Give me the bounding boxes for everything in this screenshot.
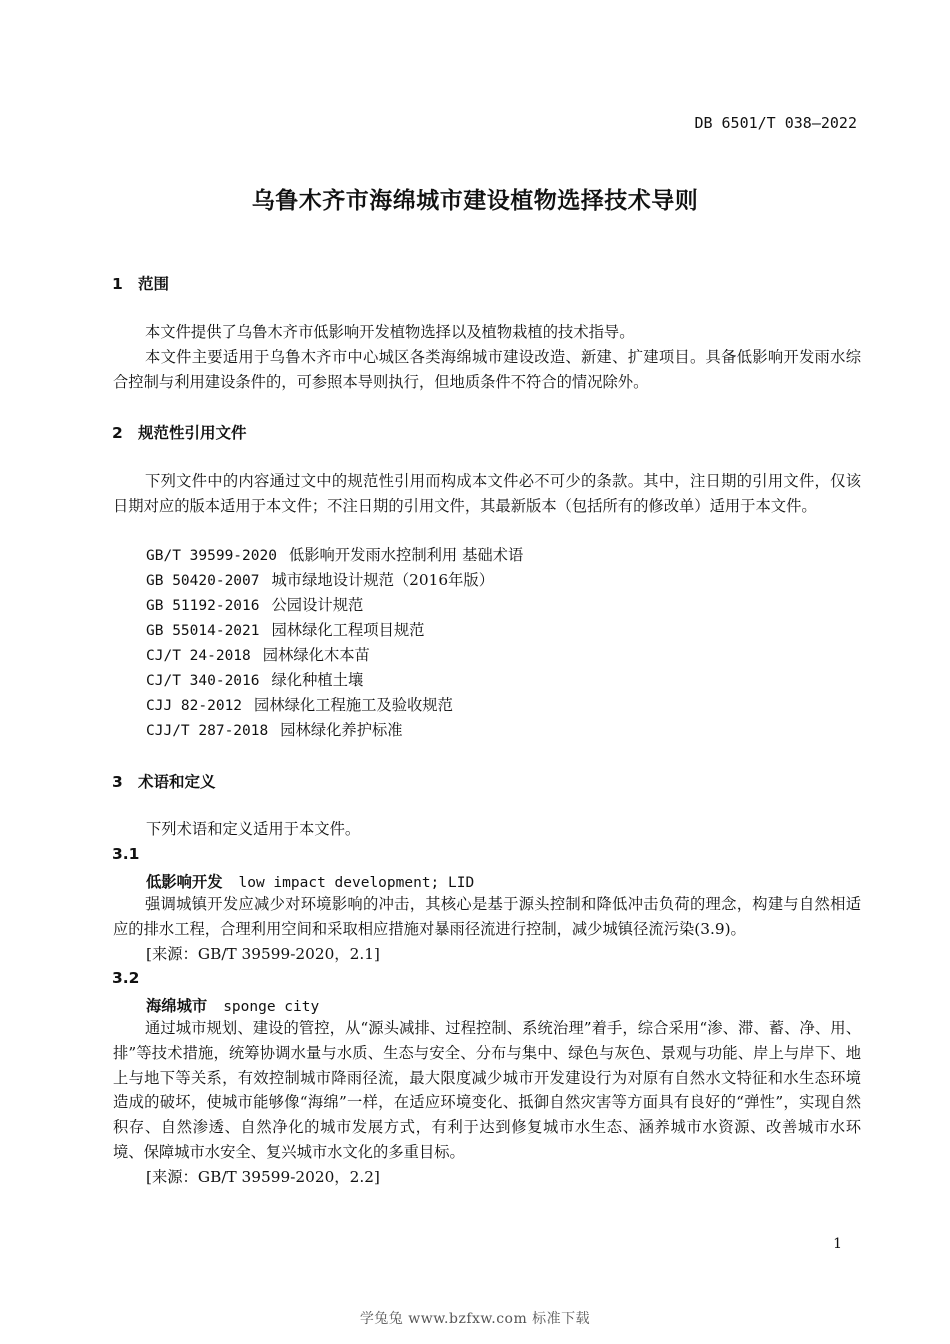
reference-item — [146, 568, 494, 594]
term-english: sponge city — [223, 999, 320, 1015]
section-1-heading — [112, 272, 169, 294]
footer-watermark: 学兔兔 www.bzfxw.com 标准下载 — [359, 1311, 591, 1327]
section-title: 范围 — [138, 275, 170, 293]
section-title: 术语和定义 — [138, 773, 216, 791]
term-number: 3.2 — [112, 969, 140, 987]
reference-item — [146, 718, 403, 744]
paragraph: 本文件主要适用于乌鲁木齐市中心城区各类海绵城市建设改造、新建、扩建项目。具备低影响开发雨水综合控制与利用建设条件的，可参照本导则执行，但地质条件不符合的情况除外。 — [113, 348, 861, 391]
paragraph: 下列文件中的内容通过文中的规范性引用而构成本文件必不可少的条款。其中，注日期的引用文件，仅该日期对应的版本适用于本文件；不注日期的引用文件，其最新版本（包括所有的修改单）适用于本文件。 — [113, 472, 861, 515]
term-number: 3.1 — [112, 845, 140, 863]
reference-code: CJ/T 340-2016 — [146, 673, 260, 689]
reference-code: GB 55014-2021 — [146, 623, 260, 639]
document-title: 乌鲁木齐市海绵城市建设植物选择技术导则 — [251, 188, 699, 214]
reference-code: CJJ/T 287-2018 — [146, 723, 269, 739]
term-definition: 通过城市规划、建设的管控，从“源头减排、过程控制、系统治理”着手，综合采用“渗、滞、蓄、净、用、排”等技术措施，统筹协调水量与水质、生态与安全、分布与集中、绿色与灰色、景观与功能、岸上与岸下、地上与地下等关系，有效控制城市降雨径流，最大限度减少城市开发建设行为对原有自然水文特征和水生态环境造成的破坏，使城市能够像“海绵”一样，在适应环境变化、抵御自然灾害等方面具有良好的“弹性”，实现自然积存、自然渗透、自然净化的城市发展方式，有利于达到修复城市水生态、涵养城市水资源、改善城市水环境、保障城市水安全、复兴城市水文化的多重目标。 — [113, 1019, 861, 1161]
reference-item — [146, 593, 363, 619]
term-definition: 强调城镇开发应减少对环境影响的冲击，其核心是基于源头控制和降低冲击负荷的理念，构建与自然相适应的排水工程，合理利用空间和采取相应措施对暴雨径流进行控制，减少城镇径流污染(3.9)。 — [113, 895, 861, 938]
section-2-heading — [112, 421, 247, 443]
reference-item — [146, 668, 363, 694]
reference-code: GB/T 39599-2020 — [146, 548, 277, 564]
term-source: [来源：GB/T 39599-2020，2.2] — [146, 1168, 380, 1186]
section-number: 1 — [112, 275, 123, 293]
document-code: DB 6501/T 038—2022 — [694, 114, 857, 132]
reference-code: GB 51192-2016 — [146, 598, 260, 614]
section-number: 2 — [112, 424, 123, 442]
reference-code: GB 50420-2007 — [146, 573, 260, 589]
term-chinese: 低影响开发 — [146, 873, 223, 891]
reference-code: CJJ 82-2012 — [146, 698, 243, 714]
reference-item — [146, 618, 424, 644]
term-english: low impact development; LID — [238, 875, 475, 891]
reference-name: 园林绿化养护标准 — [280, 721, 403, 739]
term-source: [来源：GB/T 39599-2020，2.1] — [146, 945, 380, 963]
paragraph: 下列术语和定义适用于本文件。 — [146, 820, 361, 838]
reference-name: 低影响开发雨水控制利用 基础术语 — [288, 546, 524, 564]
reference-name: 园林绿化木本苗 — [262, 646, 370, 664]
section-3-heading — [112, 770, 216, 792]
term-heading — [146, 994, 319, 1016]
term-heading — [146, 870, 474, 892]
reference-code: CJ/T 24-2018 — [146, 648, 251, 664]
reference-item — [146, 643, 370, 669]
reference-name: 园林绿化工程施工及验收规范 — [254, 696, 453, 714]
section-title: 规范性引用文件 — [138, 424, 247, 442]
paragraph: 本文件提供了乌鲁木齐市低影响开发植物选择以及植物栽植的技术指导。 — [145, 323, 635, 341]
reference-name: 城市绿地设计规范（2016年版） — [271, 571, 494, 589]
reference-name: 园林绿化工程项目规范 — [271, 621, 425, 639]
reference-name: 绿化种植土壤 — [271, 671, 364, 689]
section-number: 3 — [112, 773, 123, 791]
reference-item — [146, 693, 453, 719]
reference-item — [146, 543, 523, 569]
reference-name: 公园设计规范 — [271, 596, 364, 614]
term-chinese: 海绵城市 — [146, 997, 208, 1015]
page-number: 1 — [833, 1236, 842, 1252]
